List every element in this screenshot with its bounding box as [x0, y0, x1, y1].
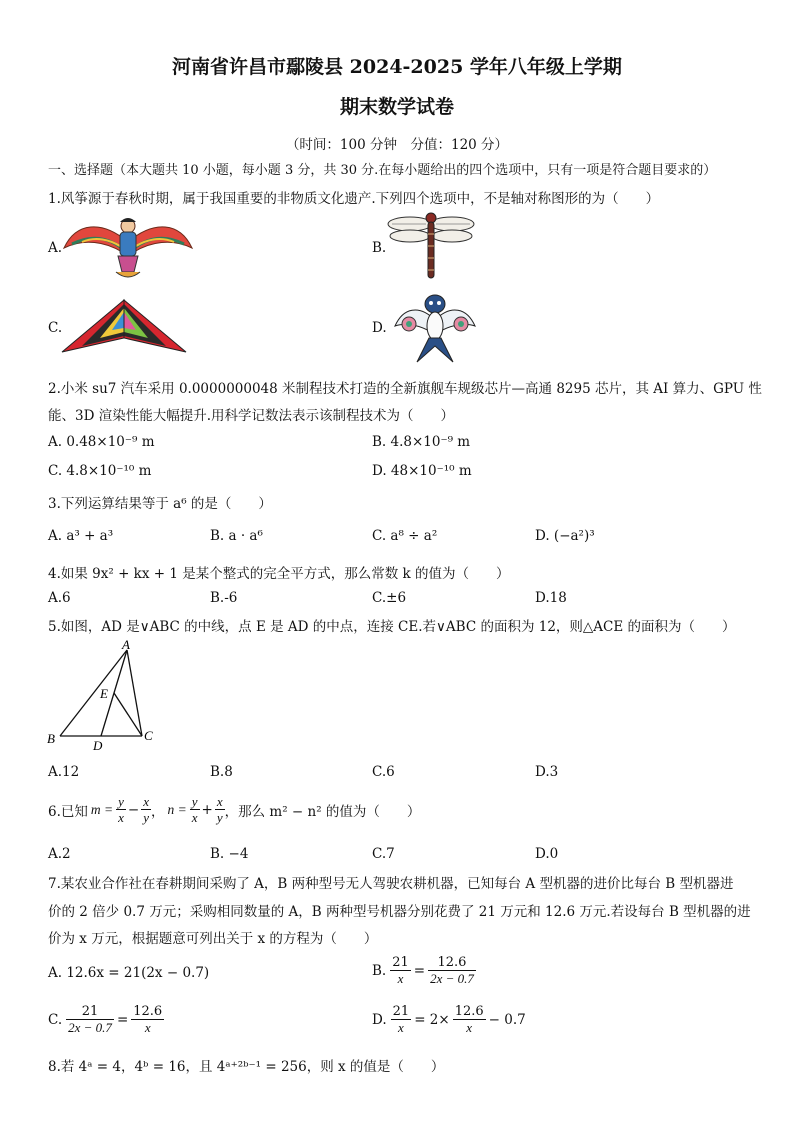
question-7-line3: 价为 x 万元，根据题意可列出关于 x 的方程为（ ）: [48, 931, 378, 947]
q4-option-c: C.±6: [372, 590, 407, 606]
q5-option-a: A.12: [48, 764, 80, 780]
question-1-stem: 1.风筝源于春秋时期，属于我国重要的非物质文化遗产.下列四个选项中，不是轴对称图形的为（ ）: [48, 191, 660, 207]
point-label-e: E: [100, 686, 108, 701]
q2-option-c: C. 4.8×10⁻¹⁰ m: [48, 463, 152, 479]
q1-option-c-label: C.: [48, 320, 63, 336]
page-subtitle: 期末数学试卷: [339, 96, 454, 118]
q6-prefix: 6.已知: [48, 803, 88, 820]
q6-fraction-y-over-x-2: $\frac{y}{x}$: [191, 794, 198, 825]
q4-option-b: B.-6: [210, 590, 238, 606]
q7-option-c: C. $\frac{21}{2x - 0.7}$ = $\frac{12.6}{x}$: [48, 1004, 163, 1035]
q1-option-b-label: B.: [372, 240, 387, 256]
vertex-label-a: A: [122, 637, 130, 652]
triangle-figure: [46, 637, 166, 755]
q6-suffix: ，那么 m² − n² 的值为（ ）: [224, 803, 421, 820]
q7-option-d: D. $\frac{21}{x}$ = 2× $\frac{12.6}{x}$ − 0.7: [372, 1004, 526, 1035]
q6-m-label: m =: [90, 801, 114, 817]
q2-option-d: D. 48×10⁻¹⁰ m: [372, 463, 472, 479]
q6-fraction-y-over-x: $\frac{y}{x}$: [118, 794, 124, 825]
q6-option-a: A.2: [48, 846, 71, 862]
point-label-d: D: [93, 738, 103, 753]
q3-option-b: B. a · a⁶: [210, 528, 263, 544]
question-7-line1: 7.某农业合作社在春耕期间采购了 A，B 两种型号无人驾驶农耕机器，已知每台 A 型机器的进价比每台 B 型机器进: [48, 876, 734, 892]
question-8-stem: 8.若 4ᵃ = 4，4ᵇ = 16，且 4ᵃ⁺²ᵇ⁻¹ = 256，则 x 的值是（ ）: [48, 1059, 445, 1075]
q5-option-b: B.8: [210, 764, 233, 780]
q6-option-c: C.7: [372, 846, 395, 862]
kite-d-image: [393, 290, 477, 364]
vertex-label-b: B: [47, 731, 55, 746]
q2-option-a: A. 0.48×10⁻⁹ m: [48, 434, 155, 450]
q1-option-d-label: D.: [372, 320, 387, 336]
q7-option-b: B. $\frac{21}{x}$ = $\frac{12.6}{2x - 0.7}$: [372, 955, 474, 986]
question-6-stem: 6.已知 m = $\frac{y}{x}$ − $\frac{x}{y}$ ， n = $\frac{y}{x}$ + $\frac{x}{y}$ ，那么 m² − n² 的值为（ ）: [48, 794, 421, 825]
q6-option-b: B. −4: [210, 846, 249, 862]
kite-c-image: [60, 298, 188, 356]
exam-meta: （时间：100 分钟 分值：120 分）: [285, 137, 509, 153]
question-4-stem: 4.如果 9x² + kx + 1 是某个整式的完全平方式，那么常数 k 的值为（ ）: [48, 566, 510, 582]
kite-a-image: [62, 212, 194, 282]
q6-fraction-x-over-y: $\frac{x}{y}$: [143, 794, 149, 825]
q6-option-d: D.0: [535, 846, 559, 862]
q6-fraction-x-over-y-2: $\frac{x}{y}$: [216, 794, 223, 825]
q5-option-d: D.3: [535, 764, 559, 780]
q3-option-a: A. a³ + a³: [48, 528, 114, 544]
q3-option-d: D. (−a²)³: [535, 528, 595, 544]
q1-option-a-label: A.: [48, 240, 63, 256]
question-2-line1: 2.小米 su7 汽车采用 0.0000000048 米制程技术打造的全新旗舰车规级芯片—高通 8295 芯片，其 AI 算力、GPU 性: [48, 381, 762, 397]
page-title: 河南省许昌市鄢陵县 2024-2025 学年八年级上学期: [172, 56, 622, 78]
section-heading: 一、选择题（本大题共 10 小题，每小题 3 分，共 30 分.在每小题给出的四个选项中，只有一项是符合题目要求的）: [48, 163, 717, 178]
q4-option-d: D.18: [535, 590, 567, 606]
question-7-line2: 价的 2 倍少 0.7 万元；采购相同数量的 A，B 两种型号机器分别花费了 21 万元和 12.6 万元.若设每台 B 型机器的进: [48, 904, 751, 920]
question-3-stem: 3.下列运算结果等于 a⁶ 的是（ ）: [48, 496, 272, 512]
question-2-line2: 能、3D 渲染性能大幅提升.用科学记数法表示该制程技术为（ ）: [48, 408, 454, 424]
q3-option-c: C. a⁸ ÷ a²: [372, 528, 438, 544]
vertex-label-c: C: [144, 728, 153, 743]
q4-option-a: A.6: [48, 590, 71, 606]
question-5-stem: 5.如图，AD 是∨ABC 的中线，点 E 是 AD 的中点，连接 CE.若∨ABC 的面积为 12，则△ACE 的面积为（ ）: [48, 619, 736, 635]
q6-n-label: n =: [167, 801, 187, 817]
kite-b-image: [386, 210, 476, 280]
q5-option-c: C.6: [372, 764, 395, 780]
q7-option-a: A. 12.6x = 21(2x − 0.7): [48, 965, 210, 981]
q2-option-b: B. 4.8×10⁻⁹ m: [372, 434, 471, 450]
